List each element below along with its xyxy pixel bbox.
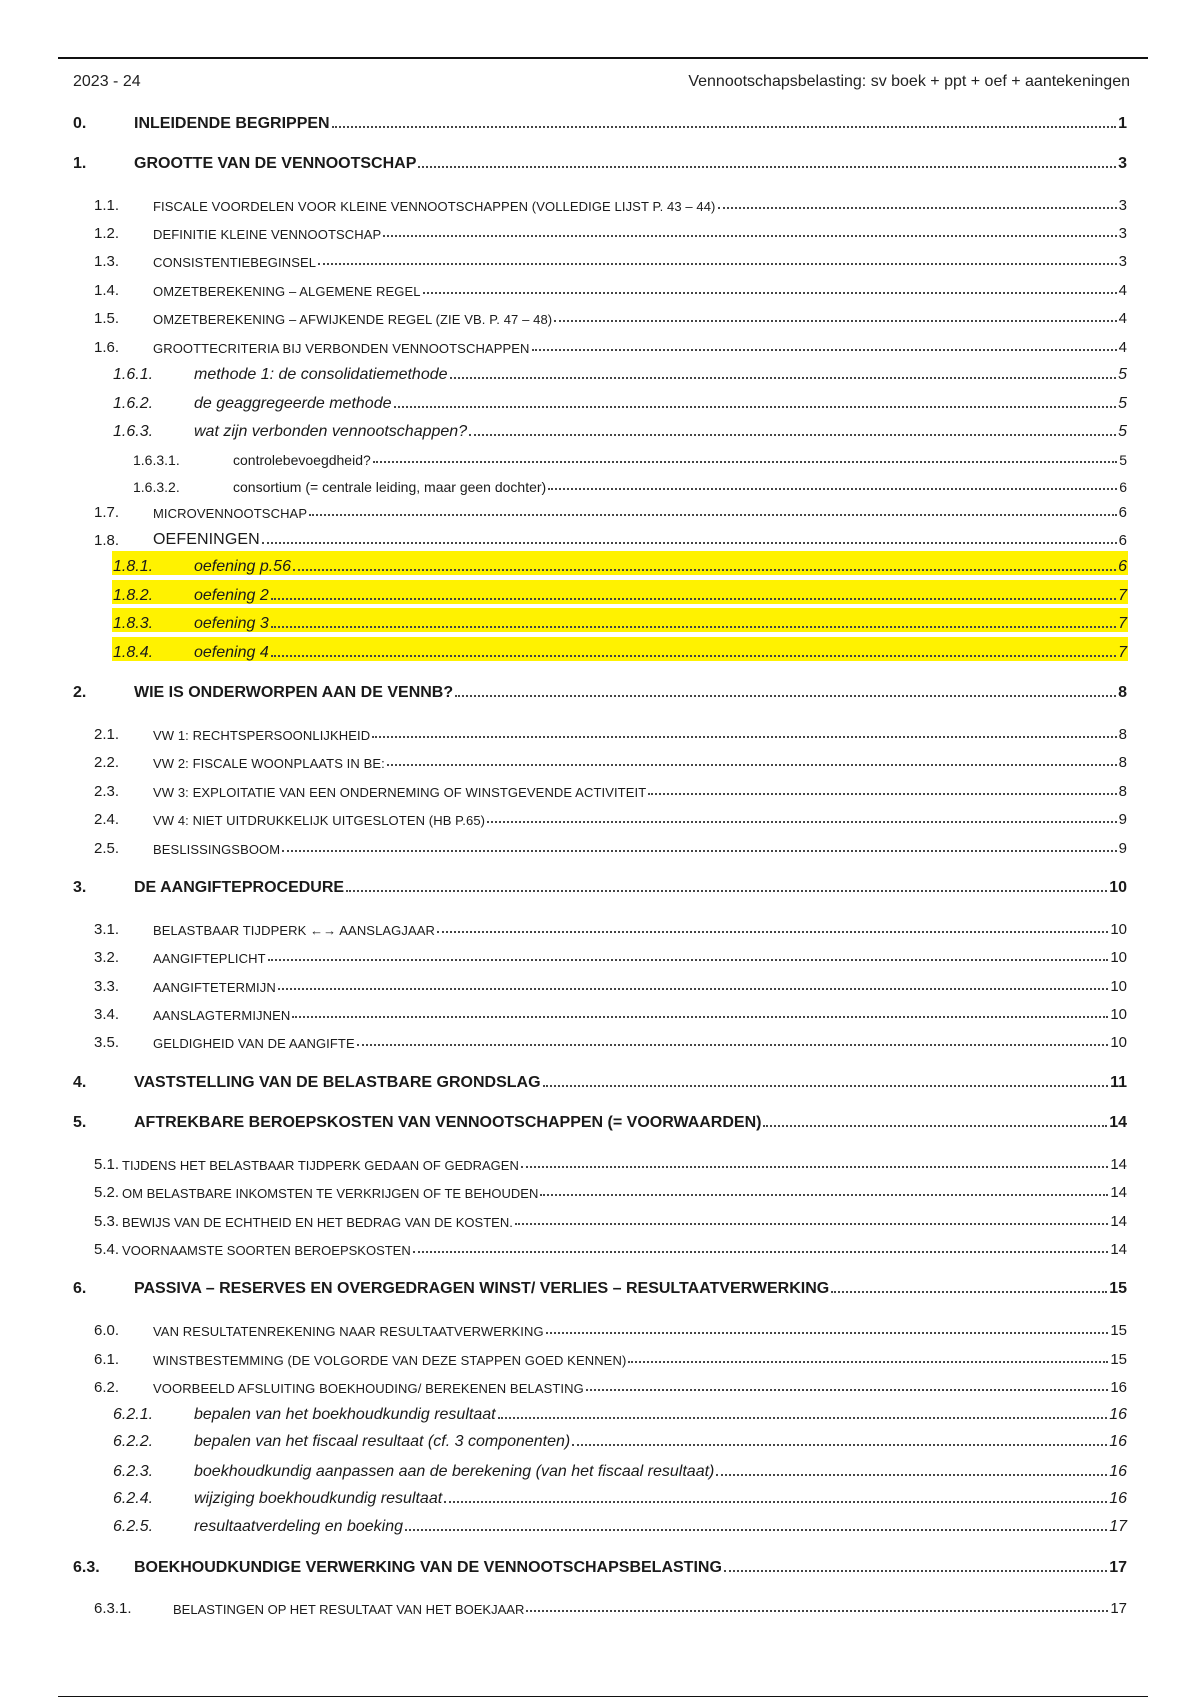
toc-number: 1.1. bbox=[94, 197, 120, 214]
toc-title: oefening 3 bbox=[194, 615, 269, 632]
toc-page: 10 bbox=[1110, 949, 1127, 966]
toc-title: BEWIJS VAN DE ECHTHEID EN HET BEDRAG VAN DE KOSTEN. bbox=[122, 1215, 513, 1230]
toc-entry-1-7[interactable] bbox=[94, 495, 1127, 521]
toc-page: 15 bbox=[1110, 1322, 1127, 1339]
toc-number: 1.4. bbox=[94, 282, 120, 299]
toc-leader bbox=[572, 1444, 1107, 1446]
toc-entry-6-3-1[interactable] bbox=[94, 1591, 1127, 1617]
toc-number: 6.2.4. bbox=[113, 1490, 154, 1507]
toc-title: WINSTBESTEMMING (DE VOLGORDE VAN DEZE STAPPEN GOED KENNEN) bbox=[153, 1353, 627, 1368]
toc-page: 10 bbox=[1110, 1006, 1127, 1023]
toc-page: 4 bbox=[1118, 310, 1127, 327]
toc-entry-2-4[interactable] bbox=[94, 802, 1127, 828]
toc-leader bbox=[763, 1125, 1107, 1127]
toc-page: 5 bbox=[1119, 452, 1127, 468]
toc-leader bbox=[332, 126, 1117, 128]
toc-entry-1-6-2[interactable] bbox=[113, 387, 1127, 413]
toc-entry-2-3[interactable] bbox=[94, 774, 1127, 800]
toc-title: WIE IS ONDERWORPEN AAN DE VENNB? bbox=[134, 684, 454, 701]
toc-page: 7 bbox=[1118, 644, 1127, 661]
toc-leader bbox=[357, 1044, 1109, 1046]
toc-number: 4. bbox=[73, 1074, 87, 1091]
toc-page: 10 bbox=[1110, 1034, 1127, 1051]
toc-entry-6-2-1[interactable] bbox=[113, 1398, 1127, 1424]
toc-entry-6-2-5[interactable] bbox=[113, 1510, 1127, 1536]
toc-number: 1.8.2. bbox=[113, 587, 154, 604]
toc-leader bbox=[628, 1361, 1108, 1363]
toc-number: 1.8. bbox=[94, 532, 120, 549]
toc-title: VOORBEELD AFSLUITING BOEKHOUDING/ BEREKENEN BELASTING bbox=[153, 1381, 584, 1396]
toc-leader bbox=[526, 1610, 1108, 1612]
toc-title: OM BELASTBARE INKOMSTEN TE VERKRIJGEN OF TE BEHOUDEN bbox=[122, 1186, 539, 1201]
toc-number: 6.0. bbox=[94, 1322, 120, 1339]
toc-title: VW 2: FISCALE WOONPLAATS IN BE: bbox=[153, 756, 385, 771]
toc-title: controlebevoegdheid? bbox=[233, 452, 371, 468]
toc-number: 5.2. bbox=[94, 1184, 120, 1201]
toc-title: OMZETBEREKENING – AFWIJKENDE REGEL (ZIE VB. P. 47 – 48) bbox=[153, 312, 553, 327]
toc-entry-6[interactable] bbox=[73, 1272, 1127, 1298]
toc-page: 17 bbox=[1109, 1518, 1127, 1535]
toc-page: 16 bbox=[1109, 1433, 1127, 1450]
toc-entry-6-1[interactable] bbox=[94, 1342, 1127, 1368]
toc-number: 5. bbox=[73, 1114, 87, 1131]
toc-leader bbox=[423, 292, 1117, 294]
toc-number: 5.4. bbox=[94, 1241, 120, 1258]
header-document-title: Vennootschapsbelasting: sv boek + ppt + oef + aantekeningen bbox=[688, 73, 1130, 90]
toc-entry-1-2[interactable] bbox=[94, 216, 1127, 242]
toc-page: 7 bbox=[1118, 587, 1127, 604]
toc-number: 3.2. bbox=[94, 949, 120, 966]
toc-page: 3 bbox=[1118, 197, 1127, 214]
toc-leader bbox=[383, 235, 1116, 237]
toc-title: DEFINITIE KLEINE VENNOOTSCHAP bbox=[153, 227, 382, 242]
toc-entry-1-6-3[interactable] bbox=[113, 415, 1127, 441]
toc-page: 3 bbox=[1118, 225, 1127, 242]
toc-page: 3 bbox=[1118, 155, 1127, 172]
toc-title: BESLISSINGSBOOM bbox=[153, 842, 281, 857]
toc-number: 1.8.3. bbox=[113, 615, 154, 632]
toc-entry-1-8-4[interactable] bbox=[113, 636, 1127, 662]
toc-page: 15 bbox=[1109, 1280, 1127, 1297]
toc-entry-2-2[interactable] bbox=[94, 745, 1127, 771]
toc-title: OMZETBEREKENING – ALGEMENE REGEL bbox=[153, 284, 421, 299]
toc-page: 11 bbox=[1110, 1074, 1127, 1091]
toc-entry-1-3[interactable] bbox=[94, 244, 1127, 270]
header-rule bbox=[58, 57, 1148, 59]
toc-page: 15 bbox=[1110, 1351, 1127, 1368]
toc-page: 5 bbox=[1118, 423, 1127, 440]
toc-title: OEFENINGEN bbox=[153, 531, 260, 548]
toc-leader bbox=[831, 1291, 1107, 1293]
toc-page: 6 bbox=[1119, 479, 1127, 495]
toc-number: 1. bbox=[73, 155, 87, 172]
toc-title: MICROVENNOOTSCHAP bbox=[153, 506, 308, 521]
toc-page: 8 bbox=[1118, 726, 1127, 743]
toc-page: 16 bbox=[1109, 1490, 1127, 1507]
toc-leader bbox=[292, 1016, 1108, 1018]
toc-leader bbox=[282, 850, 1116, 852]
toc-entry-6-0[interactable] bbox=[94, 1313, 1127, 1339]
toc-title: VAN RESULTATENREKENING NAAR RESULTAATVERWERKING bbox=[153, 1324, 544, 1339]
toc-entry-2[interactable] bbox=[73, 676, 1127, 702]
toc-title: BELASTBAAR TIJDPERK ←→ AANSLAGJAAR bbox=[153, 923, 436, 938]
toc-leader bbox=[498, 1417, 1108, 1419]
toc-number: 6.2.1. bbox=[113, 1406, 154, 1423]
toc-leader bbox=[278, 988, 1108, 990]
toc-leader bbox=[444, 1501, 1107, 1503]
toc-leader bbox=[372, 736, 1116, 738]
toc-number: 6.2.3. bbox=[113, 1463, 154, 1480]
toc-number: 3.5. bbox=[94, 1034, 120, 1051]
toc-leader bbox=[540, 1194, 1108, 1196]
toc-page: 8 bbox=[1118, 783, 1127, 800]
toc-entry-3-5[interactable] bbox=[94, 1025, 1127, 1051]
toc-leader bbox=[318, 263, 1117, 265]
toc-page: 14 bbox=[1110, 1213, 1127, 1230]
toc-entry-1-4[interactable] bbox=[94, 273, 1127, 299]
toc-leader bbox=[487, 821, 1117, 823]
toc-page: 5 bbox=[1118, 366, 1127, 383]
toc-number: 1.6.3. bbox=[113, 423, 154, 440]
toc-title: bepalen van het boekhoudkundig resultaat bbox=[194, 1406, 496, 1423]
toc-entry-1-6-3-2[interactable] bbox=[133, 469, 1127, 495]
toc-leader bbox=[469, 434, 1116, 436]
toc-title: consortium (= centrale leiding, maar geen dochter) bbox=[233, 479, 547, 495]
toc-page: 4 bbox=[1118, 282, 1127, 299]
toc-entry-6-2[interactable] bbox=[94, 1370, 1127, 1396]
toc-number: 3.4. bbox=[94, 1006, 120, 1023]
toc-entry-1-5[interactable] bbox=[94, 301, 1127, 327]
toc-title: resultaatverdeling en boeking bbox=[194, 1518, 404, 1535]
toc-entry-5-2[interactable] bbox=[94, 1175, 1127, 1201]
toc-title: VW 3: EXPLOITATIE VAN EEN ONDERNEMING OF WINSTGEVENDE ACTIVITEIT bbox=[153, 785, 647, 800]
toc-number: 2.1. bbox=[94, 726, 120, 743]
toc-leader bbox=[437, 931, 1108, 933]
toc-leader bbox=[293, 569, 1116, 571]
toc-page: 7 bbox=[1118, 615, 1127, 632]
toc-leader bbox=[271, 598, 1116, 600]
toc-page: 6 bbox=[1118, 532, 1127, 549]
toc-leader bbox=[262, 542, 1117, 544]
toc-number: 1.8.1. bbox=[113, 558, 154, 575]
toc-entry-6-2-2[interactable] bbox=[113, 1425, 1127, 1451]
toc-page: 3 bbox=[1118, 253, 1127, 270]
toc-title: PASSIVA – RESERVES EN OVERGEDRAGEN WINST/ VERLIES – RESULTAATVERWERKING bbox=[134, 1280, 830, 1297]
toc-entry-3-1[interactable] bbox=[94, 912, 1127, 938]
toc-number: 5.1. bbox=[94, 1156, 120, 1173]
toc-leader bbox=[271, 655, 1116, 657]
toc-entry-1-8-1[interactable] bbox=[113, 550, 1127, 576]
toc-entry-6-2-4[interactable] bbox=[113, 1482, 1127, 1508]
toc-title: methode 1: de consolidatiemethode bbox=[194, 366, 448, 383]
toc-title: oefening 2 bbox=[194, 587, 269, 604]
toc-page: 6 bbox=[1118, 558, 1127, 575]
toc-leader bbox=[271, 626, 1116, 628]
toc-entry-2-1[interactable] bbox=[94, 717, 1127, 743]
toc-leader bbox=[515, 1223, 1108, 1225]
toc-title: CONSISTENTIEBEGINSEL bbox=[153, 255, 317, 270]
toc-page: 16 bbox=[1110, 1379, 1127, 1396]
toc-title: de geaggregeerde methode bbox=[194, 395, 392, 412]
toc-number: 1.6.3.1. bbox=[133, 452, 180, 468]
toc-entry-5-1[interactable] bbox=[94, 1147, 1127, 1173]
toc-leader bbox=[521, 1166, 1108, 1168]
toc-leader bbox=[387, 764, 1117, 766]
toc-entry-1-1[interactable] bbox=[94, 188, 1127, 214]
toc-leader bbox=[394, 406, 1117, 408]
toc-page: 10 bbox=[1110, 978, 1127, 995]
toc-page: 4 bbox=[1118, 339, 1127, 356]
toc-page: 17 bbox=[1110, 1600, 1127, 1617]
toc-title: GROOTTE VAN DE VENNOOTSCHAP bbox=[134, 155, 417, 172]
toc-entry-6-3[interactable] bbox=[73, 1551, 1127, 1577]
toc-leader bbox=[346, 890, 1107, 892]
toc-leader bbox=[450, 377, 1117, 379]
toc-title: boekhoudkundig aanpassen aan de berekening (van het fiscaal resultaat) bbox=[194, 1463, 715, 1480]
toc-number: 0. bbox=[73, 115, 87, 132]
toc-leader bbox=[718, 207, 1117, 209]
toc-page: 10 bbox=[1109, 879, 1127, 896]
toc-entry-1-6-1[interactable] bbox=[113, 358, 1127, 384]
toc-page: 8 bbox=[1118, 754, 1127, 771]
toc-title: oefening p.56 bbox=[194, 558, 291, 575]
toc-page: 16 bbox=[1109, 1463, 1127, 1480]
toc-page: 14 bbox=[1110, 1156, 1127, 1173]
toc-title: AANGIFTETERMIJN bbox=[153, 980, 276, 995]
toc-page: 14 bbox=[1110, 1241, 1127, 1258]
toc-page: 6 bbox=[1118, 504, 1127, 521]
toc-page: 14 bbox=[1109, 1114, 1127, 1131]
toc-entry-4[interactable] bbox=[73, 1066, 1127, 1092]
toc-title: BELASTINGEN OP HET RESULTAAT VAN HET BOEKJAAR bbox=[173, 1602, 525, 1617]
toc-page: 17 bbox=[1109, 1559, 1127, 1576]
toc-title: GROOTTECRITERIA BIJ VERBONDEN VENNOOTSCHAPPEN bbox=[153, 341, 530, 356]
toc-title: AANSLAGTERMIJNEN bbox=[153, 1008, 291, 1023]
toc-number: 1.6.1. bbox=[113, 366, 154, 383]
toc-page: 5 bbox=[1118, 395, 1127, 412]
toc-entry-1-6[interactable] bbox=[94, 330, 1127, 356]
toc-number: 1.6. bbox=[94, 339, 120, 356]
toc-number: 3.1. bbox=[94, 921, 120, 938]
toc-title: DE AANGIFTEPROCEDURE bbox=[134, 879, 345, 896]
toc-number: 3. bbox=[73, 879, 87, 896]
toc-number: 2. bbox=[73, 684, 87, 701]
toc-leader bbox=[405, 1529, 1107, 1531]
toc-entry-3[interactable] bbox=[73, 871, 1127, 897]
toc-title: VASTSTELLING VAN DE BELASTBARE GRONDSLAG bbox=[134, 1074, 541, 1091]
toc-entry-1-8[interactable] bbox=[94, 523, 1127, 549]
toc-entry-3-4[interactable] bbox=[94, 997, 1127, 1023]
toc-title: VW 4: NIET UITDRUKKELIJK UITGESLOTEN (HB P.65) bbox=[153, 813, 486, 828]
toc-leader bbox=[546, 1332, 1109, 1334]
toc-number: 5.3. bbox=[94, 1213, 120, 1230]
toc-entry-1-8-2[interactable] bbox=[113, 579, 1127, 605]
toc-title: TIJDENS HET BELASTBAAR TIJDPERK GEDAAN OF GEDRAGEN bbox=[122, 1158, 519, 1173]
toc-number: 6.2. bbox=[94, 1379, 120, 1396]
toc-entry-0[interactable] bbox=[73, 107, 1127, 133]
toc-number: 1.6.3.2. bbox=[133, 479, 180, 495]
toc-number: 2.3. bbox=[94, 783, 120, 800]
toc-entry-5-3[interactable] bbox=[94, 1204, 1127, 1230]
header-year: 2023 - 24 bbox=[73, 73, 141, 90]
toc-entry-1-8-3[interactable] bbox=[113, 607, 1127, 633]
toc-title: BOEKHOUDKUNDIGE VERWERKING VAN DE VENNOOTSCHAPSBELASTING bbox=[134, 1559, 722, 1576]
toc-title: INLEIDENDE BEGRIPPEN bbox=[134, 115, 330, 132]
toc-leader bbox=[548, 488, 1117, 490]
toc-entry-3-3[interactable] bbox=[94, 969, 1127, 995]
toc-number: 6.2.2. bbox=[113, 1433, 154, 1450]
toc-number: 6.3.1. bbox=[94, 1600, 132, 1617]
toc-page: 9 bbox=[1118, 840, 1127, 857]
toc-entry-5-4[interactable] bbox=[94, 1232, 1127, 1258]
toc-title: VOORNAAMSTE SOORTEN BEROEPSKOSTEN bbox=[122, 1243, 411, 1258]
toc-title: wat zijn verbonden vennootschappen? bbox=[194, 423, 468, 440]
toc-leader bbox=[455, 695, 1116, 697]
toc-page: 10 bbox=[1110, 921, 1127, 938]
toc-entry-2-5[interactable] bbox=[94, 831, 1127, 857]
toc-leader bbox=[532, 349, 1117, 351]
toc-leader bbox=[648, 793, 1116, 795]
toc-leader bbox=[724, 1570, 1107, 1572]
page-header bbox=[73, 70, 1130, 94]
footer-rule bbox=[58, 1696, 1148, 1697]
toc-title: AFTREKBARE BEROEPSKOSTEN VAN VENNOOTSCHAPPEN (= VOORWAARDEN) bbox=[134, 1114, 762, 1131]
toc-title: bepalen van het fiscaal resultaat (cf. 3 componenten) bbox=[194, 1433, 571, 1450]
toc-page: 9 bbox=[1118, 811, 1127, 828]
toc-title: GELDIGHEID VAN DE AANGIFTE bbox=[153, 1036, 355, 1051]
toc-title: wijziging boekhoudkundig resultaat bbox=[194, 1490, 443, 1507]
toc-page: 14 bbox=[1110, 1184, 1127, 1201]
toc-title: oefening 4 bbox=[194, 644, 269, 661]
toc-entry-1[interactable] bbox=[73, 147, 1127, 173]
toc-leader bbox=[716, 1474, 1107, 1476]
toc-entry-5[interactable] bbox=[73, 1106, 1127, 1132]
toc-entry-6-2-3[interactable] bbox=[113, 1455, 1127, 1481]
toc-number: 3.3. bbox=[94, 978, 120, 995]
toc-number: 6.2.5. bbox=[113, 1518, 154, 1535]
toc-entry-3-2[interactable] bbox=[94, 940, 1127, 966]
toc-number: 1.3. bbox=[94, 253, 120, 270]
toc-number: 2.2. bbox=[94, 754, 120, 771]
toc-leader bbox=[418, 166, 1116, 168]
toc-leader bbox=[586, 1389, 1109, 1391]
toc-page: 16 bbox=[1109, 1406, 1127, 1423]
toc-number: 6.1. bbox=[94, 1351, 120, 1368]
toc-number: 2.5. bbox=[94, 840, 120, 857]
toc-number: 1.8.4. bbox=[113, 644, 154, 661]
toc-number: 1.6.2. bbox=[113, 395, 154, 412]
toc-entry-1-6-3-1[interactable] bbox=[133, 442, 1127, 468]
toc-page: 1 bbox=[1118, 115, 1127, 132]
toc-number: 6.3. bbox=[73, 1559, 100, 1576]
toc-leader bbox=[543, 1085, 1109, 1087]
toc-title: FISCALE VOORDELEN VOOR KLEINE VENNOOTSCHAPPEN (VOLLEDIGE LIJST P. 43 – 44) bbox=[153, 199, 716, 214]
toc-leader bbox=[554, 320, 1116, 322]
toc-number: 2.4. bbox=[94, 811, 120, 828]
toc-title: AANGIFTEPLICHT bbox=[153, 951, 266, 966]
toc-leader bbox=[373, 461, 1117, 463]
toc-number: 1.2. bbox=[94, 225, 120, 242]
toc-leader bbox=[268, 959, 1109, 961]
toc-number: 6. bbox=[73, 1280, 87, 1297]
toc-number: 1.7. bbox=[94, 504, 120, 521]
toc-leader bbox=[413, 1251, 1109, 1253]
toc-title: VW 1: RECHTSPERSOONLIJKHEID bbox=[153, 728, 371, 743]
toc-page: 8 bbox=[1118, 684, 1127, 701]
toc-leader bbox=[309, 514, 1117, 516]
toc-number: 1.5. bbox=[94, 310, 120, 327]
